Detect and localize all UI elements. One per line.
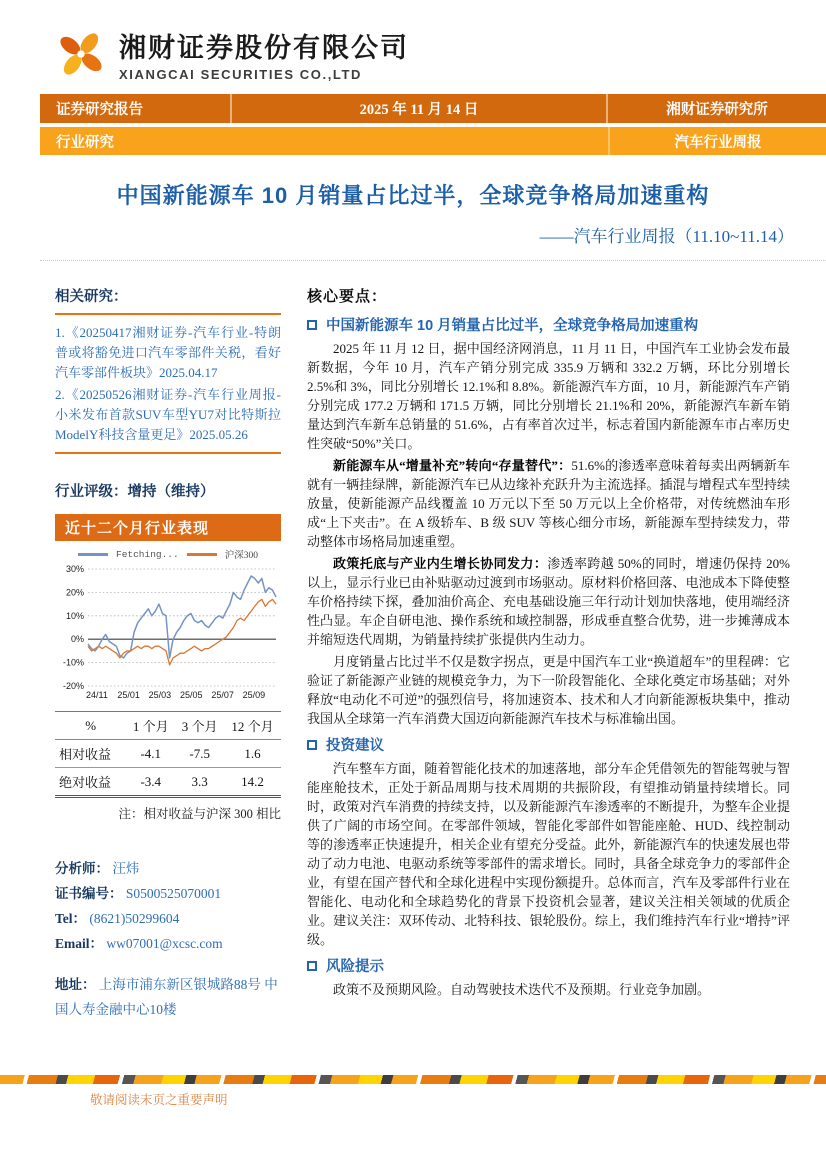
address-value: 上海市浦东新区银城路88号 中国人寿金融中心10楼 bbox=[55, 977, 278, 1017]
svg-text:25/07: 25/07 bbox=[211, 690, 234, 700]
legend-swatch-industry bbox=[78, 553, 108, 556]
section-heading bbox=[307, 734, 790, 755]
section-heading bbox=[307, 314, 790, 335]
table-header-row bbox=[55, 712, 281, 740]
paragraph-text: 渗透率跨越 50%的同时，增速仍保持 20%以上，显示行业已由补贴驱动过渡到市场驱动。原材料价格回落、电池成本下降使整车价格持续下探，叠加油价高企、充电基础设施三年行动计划加快落地，使用端经济性凸显。车企自研电池、操作系统和域控制器，形成垂直整合优势，进一步摊薄成本并缩短迭代周期，为销量持续扩张提供内生动力。 bbox=[307, 556, 790, 647]
content-columns bbox=[0, 261, 826, 1022]
email-line bbox=[55, 931, 281, 956]
category-bar bbox=[40, 127, 826, 155]
paragraph bbox=[307, 980, 790, 999]
category-label: 行业研究 bbox=[56, 134, 114, 151]
cert-line bbox=[55, 881, 281, 906]
paragraph bbox=[307, 652, 790, 728]
performance-line-chart bbox=[55, 563, 281, 701]
analyst-block bbox=[55, 856, 281, 1022]
table-row bbox=[55, 768, 281, 797]
series-name-label: 汽车行业周报 bbox=[608, 127, 826, 155]
cell: -7.5 bbox=[189, 745, 210, 761]
svg-text:0%: 0% bbox=[70, 634, 84, 645]
report-meta-bar bbox=[40, 94, 826, 123]
cell: -4.1 bbox=[140, 745, 162, 761]
svg-text:-20%: -20% bbox=[62, 681, 84, 691]
legend-label-industry: Fetching... bbox=[116, 548, 179, 560]
paragraph bbox=[307, 339, 790, 453]
tel-line bbox=[55, 906, 281, 931]
svg-text:25/09: 25/09 bbox=[242, 690, 266, 700]
sidebar bbox=[55, 285, 281, 1022]
divider bbox=[55, 313, 281, 315]
chart-title-banner: 近十二个月行业表现 bbox=[55, 514, 281, 541]
paragraph-text: 2025 年 11 月 12 日，据中国经济网消息，11 月 11 日，中国汽车工业协会发布最新数据，今年 10 月，汽车产销分别完成 335.9 万辆和 332.2 万辆，环比分别增长 2.5%和 3%，同比分别增长 12.1%和 8.8%。新能源汽车方面，10 月，新能源汽车产销分别完成 177.2 万辆和 171.5 万辆，同比分别增长 21.1%和 20%，新能源汽车新车销量达到汽车新车总销量的 51.6%，占有率首次过半，标志着国内新能源车市占率历史性突破“50%”关口。 bbox=[307, 341, 790, 451]
brand-header bbox=[0, 0, 826, 88]
footer-disclaimer: 敬请阅读末页之重要声明 bbox=[90, 1093, 228, 1107]
svg-text:25/01: 25/01 bbox=[117, 690, 140, 700]
email-link[interactable]: ww07001@xcsc.com bbox=[106, 936, 223, 951]
related-research-heading: 相关研究： bbox=[55, 289, 128, 305]
table-note: 注：相对收益与沪深 300 相比 bbox=[118, 807, 281, 821]
brand-name-cn: 湘财证券股份有限公司 bbox=[119, 33, 409, 63]
email-label: Email： bbox=[55, 936, 104, 951]
address-line bbox=[55, 972, 281, 1022]
analyst-label: 分析师： bbox=[55, 861, 109, 876]
section-title: 中国新能源车 10 月销量占比过半，全球竞争格局加速重构 bbox=[326, 318, 699, 334]
legend-label-hs300: 沪深300 bbox=[224, 551, 258, 561]
svg-text:30%: 30% bbox=[65, 564, 84, 574]
paragraph bbox=[307, 456, 790, 551]
svg-text:-10%: -10% bbox=[62, 657, 84, 668]
col-header: 12 个月 bbox=[231, 719, 274, 734]
brand-name-en: XIANGCAI SECURITIES CO.,LTD bbox=[119, 67, 363, 82]
paragraph-text: 51.6%的渗透率意味着每卖出两辆新车就有一辆挂绿牌，新能源汽车已从边缘补充跃升为主流选择。插混与增程式车型持续放量，使新能源产品线覆盖 10 万元以下至 50 万元以上全价格带，对传统燃油车形成“上下夹击”。在 A 级轿车、B 级 SUV 等核心细分市场，新能源车型持续发力，带动整体市场格局加速重塑。 bbox=[307, 458, 790, 549]
report-date: 2025 年 11 月 14 日 bbox=[230, 94, 608, 123]
page-title: 中国新能源车 10 月销量占比过半，全球竞争格局加速重构 bbox=[116, 183, 710, 208]
svg-text:24/11: 24/11 bbox=[86, 690, 108, 700]
tel-label: Tel： bbox=[55, 911, 87, 926]
paragraph-lead: 政策托底与产业内生增长协同发力： bbox=[333, 556, 548, 571]
returns-table bbox=[55, 711, 281, 798]
cell: -3.4 bbox=[140, 773, 162, 789]
industry-rating: 行业评级：增持（维持） bbox=[55, 484, 215, 500]
row-label: 相对收益 bbox=[59, 747, 112, 762]
paragraph-text: 月度销量占比过半不仅是数字拐点，更是中国汽车工业“换道超车”的里程碑：它验证了新能源产业链的规模竞争力，为下一阶段智能化、全球化奠定市场基础；对外释放“电动化不可逆”的强烈信号，将加速资本、技术和人才向新能源板块集中，推动我国从全球第一汽车消费大国迈向新能源汽车技术与标准输出国。 bbox=[307, 654, 790, 726]
divider bbox=[55, 452, 281, 454]
svg-text:25/05: 25/05 bbox=[180, 690, 203, 700]
col-header: % bbox=[85, 717, 97, 733]
section-heading bbox=[307, 955, 790, 976]
analyst-name: 汪炜 bbox=[112, 861, 140, 876]
cert-number: S0500525070001 bbox=[125, 886, 222, 901]
related-research-link[interactable]: 2.《20250526湘财证券-汽车行业周报-小米发布首款SUV车型YU7对比特斯拉ModelY科技含量更足》2025.05.26 bbox=[55, 387, 281, 442]
chart-legend bbox=[55, 547, 281, 561]
section-title: 风险提示 bbox=[326, 959, 384, 975]
square-bullet-icon bbox=[307, 961, 317, 971]
square-bullet-icon bbox=[307, 740, 317, 750]
analyst-line bbox=[55, 856, 281, 881]
paragraph bbox=[307, 759, 790, 949]
section-title: 投资建议 bbox=[326, 738, 384, 754]
report-type-label: 证券研究报告 bbox=[56, 102, 143, 118]
square-bullet-icon bbox=[307, 320, 317, 330]
cert-label: 证书编号： bbox=[55, 886, 123, 901]
tel-number: (8621)50299604 bbox=[89, 911, 180, 926]
row-label: 绝对收益 bbox=[59, 775, 112, 790]
cell: 3.3 bbox=[191, 773, 208, 789]
key-points-heading: 核心要点： bbox=[307, 288, 388, 305]
col-header: 1 个月 bbox=[132, 719, 169, 734]
brand-names bbox=[119, 26, 409, 82]
related-research-link[interactable]: 1.《20250417湘财证券-汽车行业-特朗普或将豁免进口汽车零部件关税，看好汽车零部件板块》2025.04.17 bbox=[55, 325, 281, 380]
cell: 1.6 bbox=[244, 745, 261, 761]
svg-text:10%: 10% bbox=[65, 610, 84, 621]
svg-text:20%: 20% bbox=[65, 587, 84, 598]
table-row bbox=[55, 740, 281, 768]
main-column bbox=[307, 285, 790, 1022]
paragraph-text: 汽车整车方面，随着智能化技术的加速落地，部分车企凭借领先的智能驾驶与智能座舱技术，正处于新品周期与技术周期的共振阶段，有望推动销量持续增长。同时，政策对汽车消费的持续支持，以及新能源汽车渗透率的不断提升，为整车企业提供了广阔的市场空间。在零部件领域，智能化零部件如智能座舱、HUD、线控制动等的渗透率正快速提升，相关企业有望充分受益。此外，新能源汽车的快速发展也带动了动力电池、电驱动系统等零部件的需求增长。同时，具备全球竞争力的零部件企业，有望在国产替代和全球化进程中实现份额提升。总体而言，汽车及零部件行业在智能化、电动化和全球趋势化的背景下投资机会显著，建议关注相关领域的优质企业。建议关注：双环传动、北特科技、银轮股份。综上，我们维持汽车行业“增持”评级。 bbox=[307, 761, 790, 947]
svg-text:25/03: 25/03 bbox=[148, 690, 172, 700]
xiangcai-logo-icon bbox=[55, 28, 107, 80]
col-header: 3 个月 bbox=[181, 719, 218, 734]
cell: 14.2 bbox=[241, 773, 264, 789]
paragraph-text: 政策不及预期风险。自动驾驶技术迭代不及预期。行业竞争加剧。 bbox=[333, 982, 711, 997]
research-institute-label: 湘财证券研究所 bbox=[666, 102, 768, 118]
paragraph bbox=[307, 554, 790, 649]
address-label: 地址： bbox=[55, 977, 96, 992]
paragraph-lead: 新能源车从“增量补充”转向“存量替代”： bbox=[333, 458, 572, 473]
footer-stripe-decoration bbox=[0, 1075, 826, 1084]
legend-swatch-hs300 bbox=[187, 553, 217, 556]
page-subtitle: ——汽车行业周报（11.10~11.14） bbox=[539, 227, 794, 246]
